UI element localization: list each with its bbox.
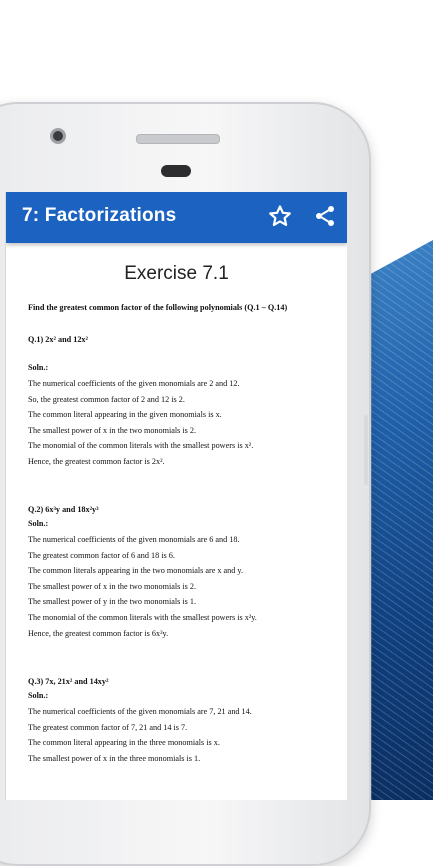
solution-line: The greatest common factor of 6 and 18 is 6.	[28, 550, 175, 560]
question-label: Q.1) 2x² and 12x²	[28, 335, 88, 344]
phone-side-button	[364, 415, 368, 485]
solution-line: The numerical coefficients of the given monomials are 6 and 18.	[28, 535, 240, 544]
solution-line: The greatest common factor of 7, 21 and 14 is 7.	[28, 722, 188, 732]
solution-label: Soln.:	[28, 363, 49, 372]
solution-line: The numerical coefficients of the given monomials are 2 and 12.	[28, 379, 240, 388]
solution-line: The common literals appearing in the two monomials are x and y.	[28, 566, 244, 576]
solution-line: Hence, the greatest common factor is 2x².	[28, 456, 165, 466]
exercise-heading: Exercise 7.1	[124, 263, 229, 284]
question-block-1	[28, 334, 338, 470]
solution-line: So, the greatest common factor of 2 and 12 is 2.	[28, 394, 185, 404]
solution-line: The smallest power of x in the two monomials is 2.	[28, 425, 197, 435]
question-label: Q.3) 7x, 21x² and 14xy²	[28, 677, 109, 686]
solution-line: The monomial of the common literals with the smallest powers is x²y.	[28, 612, 257, 622]
question-label: Q.2) 6x³y and 18x²y³	[28, 505, 99, 514]
solution-label: Soln.:	[28, 519, 49, 528]
exercise-content[interactable]	[6, 243, 347, 800]
solution-line: The smallest power of x in the two monomials is 2.	[28, 581, 197, 591]
solution-line: The smallest power of y in the two monomials is 1.	[28, 597, 197, 607]
solution-line: The numerical coefficients of the given monomials are 7, 21 and 14.	[28, 707, 252, 716]
solution-line: The smallest power of x in the three monomials is 1.	[28, 753, 201, 763]
phone-screen	[5, 192, 347, 800]
app-title: 7: Factorizations	[22, 205, 177, 226]
proximity-sensor	[161, 165, 191, 177]
star-icon[interactable]	[268, 204, 292, 228]
solution-line: The common literal appearing in the three monomials is x.	[28, 738, 220, 748]
solution-line: Hence, the greatest common factor is 6x²y.	[28, 628, 169, 638]
earpiece-speaker	[136, 134, 220, 144]
solution-line: The common literal appearing in the given monomials is x.	[28, 410, 222, 420]
front-camera	[50, 128, 66, 144]
question-block-3	[28, 676, 338, 766]
solution-label: Soln.:	[28, 691, 49, 700]
share-icon[interactable]	[313, 204, 337, 228]
solution-line: The monomial of the common literals with the smallest powers is x².	[28, 441, 254, 451]
question-block-2	[28, 504, 338, 641]
app-bar	[6, 192, 347, 243]
exercise-intro: Find the greatest common factor of the following polynomials (Q.1 – Q.14)	[28, 303, 288, 312]
